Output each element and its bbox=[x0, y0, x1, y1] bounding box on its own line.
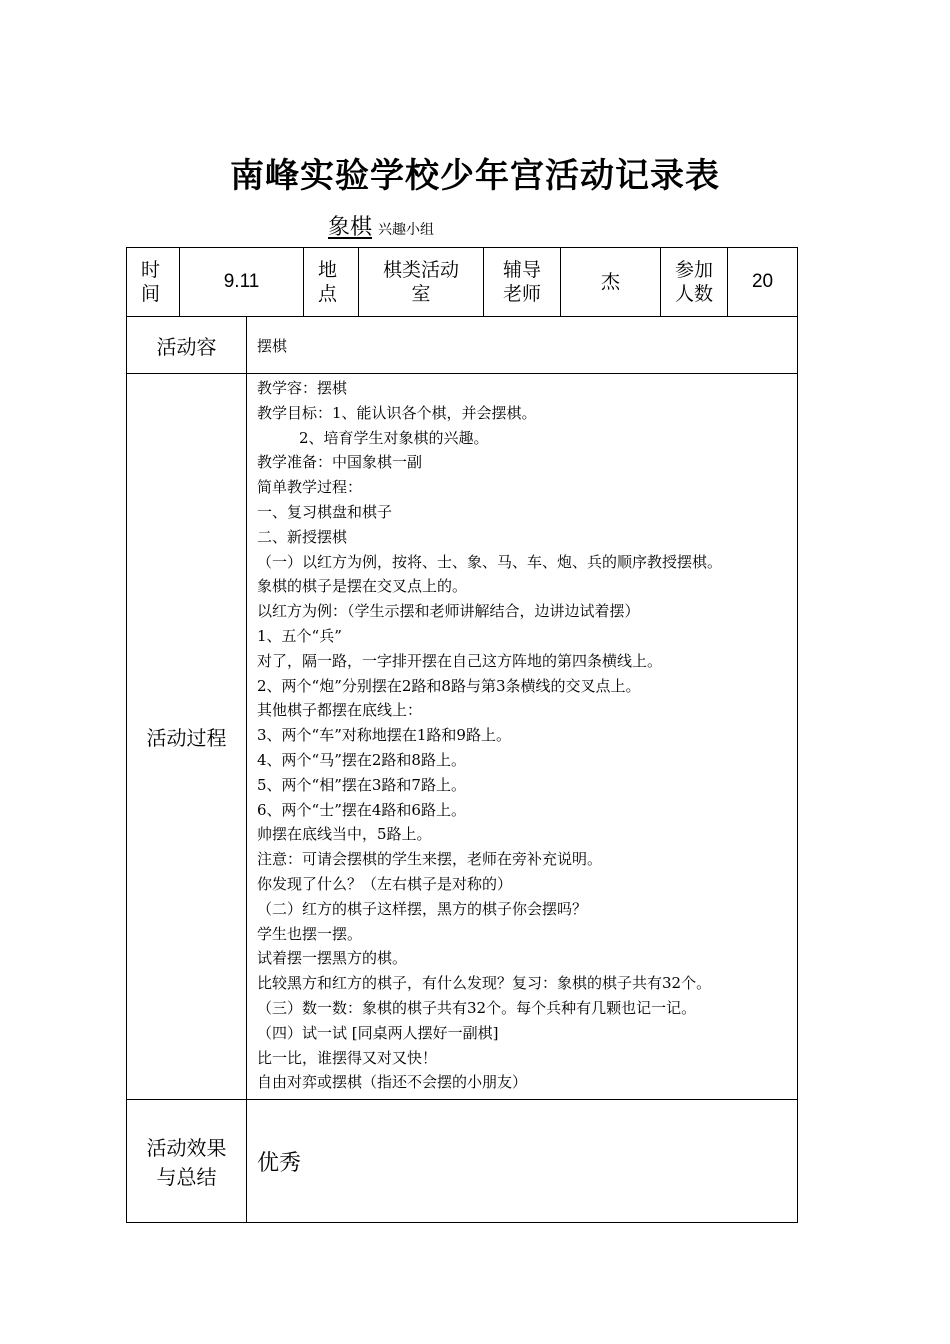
process-line: 2、培育学生对象棋的兴趣。 bbox=[299, 428, 489, 447]
content-label: 活动容 bbox=[127, 317, 247, 374]
process-line: 教学准备：中国象棋一副 bbox=[257, 453, 423, 472]
process-line: 3、两个“车”对称地摆在1路和9路上。 bbox=[257, 726, 511, 745]
process-line: 对了，隔一路，一字排开摆在自己这方阵地的第四条横线上。 bbox=[257, 651, 663, 670]
process-line: 比较黑方和红方的棋子，有什么发现？复习：象棋的棋子共有32个。 bbox=[257, 974, 712, 993]
time-label: 时 间 bbox=[127, 248, 180, 317]
time-value: 9.11 bbox=[180, 248, 304, 317]
process-line: 比一比，谁摆得又对又快！ bbox=[257, 1048, 438, 1067]
process-line: 简单教学过程： bbox=[257, 478, 363, 497]
process-line: 注意：可请会摆棋的学生来摆，老师在旁补充说明。 bbox=[257, 850, 603, 869]
place-label: 地 点 bbox=[304, 248, 359, 317]
process-line: 帅摆在底线当中，5路上。 bbox=[257, 825, 432, 844]
process-line: （一）以红方为例，按将、士、象、马、车、炮、兵的顺序教授摆棋。 bbox=[257, 552, 723, 571]
process-line: 教学容：摆棋 bbox=[257, 379, 348, 397]
page-title: 南峰实验学校少年宫活动记录表 bbox=[230, 156, 720, 196]
process-line: （四）试一试 [同桌两人摆好一副棋] bbox=[257, 1023, 499, 1042]
process-line: 以红方为例：（学生示摆和老师讲解结合，边讲边试着摆） bbox=[257, 602, 640, 621]
process-line: 二、新授摆棋 bbox=[257, 527, 348, 546]
process-line: 1、五个“兵” bbox=[257, 626, 342, 645]
process-line: 6、两个“士”摆在4路和6路上。 bbox=[257, 800, 466, 819]
record-table bbox=[126, 247, 798, 1223]
subtitle bbox=[300, 210, 434, 241]
summary-label: 活动效果 与总结 bbox=[127, 1100, 247, 1223]
process-line: 其他棋子都摆在底线上： bbox=[257, 701, 423, 720]
process-line: 学生也摆一摆。 bbox=[257, 924, 363, 943]
group-name: 象棋 bbox=[328, 215, 373, 240]
process-line: 2、两个“炮”分别摆在2路和8路与第3条横线的交叉点上。 bbox=[257, 676, 641, 695]
process-content bbox=[247, 374, 798, 1100]
process-line: （三）数一数：象棋的棋子共有32个。每个兵种有几颗也记一记。 bbox=[257, 998, 697, 1017]
process-line: 自由对弈或摆棋（指还不会摆的小朋友） bbox=[257, 1073, 528, 1092]
summary-row bbox=[127, 1100, 798, 1223]
process-line: 你发现了什么？（左右棋子是对称的） bbox=[257, 874, 513, 893]
content-row bbox=[127, 317, 798, 374]
process-line: 教学目标：1、能认识各个棋，并会摆棋。 bbox=[257, 403, 537, 422]
process-line: 一、复习棋盘和棋子 bbox=[257, 502, 393, 521]
count-value: 20 bbox=[728, 248, 798, 317]
process-line: 4、两个“马”摆在2路和8路上。 bbox=[257, 750, 466, 769]
place-value: 棋类活动 室 bbox=[359, 248, 484, 317]
teacher-label: 辅导 老师 bbox=[484, 248, 561, 317]
process-line: 象棋的棋子是摆在交叉点上的。 bbox=[257, 577, 468, 596]
content-value: 摆棋 bbox=[247, 317, 798, 374]
teacher-value: 杰 bbox=[561, 248, 661, 317]
process-label: 活动过程 bbox=[127, 374, 247, 1100]
process-row bbox=[127, 374, 798, 1100]
process-line: 试着摆一摆黑方的棋。 bbox=[257, 949, 408, 968]
count-label: 参加 人数 bbox=[661, 248, 728, 317]
summary-value: 优秀 bbox=[247, 1100, 798, 1223]
process-line: （二）红方的棋子这样摆，黑方的棋子你会摆吗？ bbox=[257, 899, 588, 918]
process-line: 5、两个“相”摆在3路和7路上。 bbox=[257, 775, 466, 794]
header-row bbox=[127, 248, 798, 317]
group-suffix: 兴趣小组 bbox=[378, 222, 435, 238]
